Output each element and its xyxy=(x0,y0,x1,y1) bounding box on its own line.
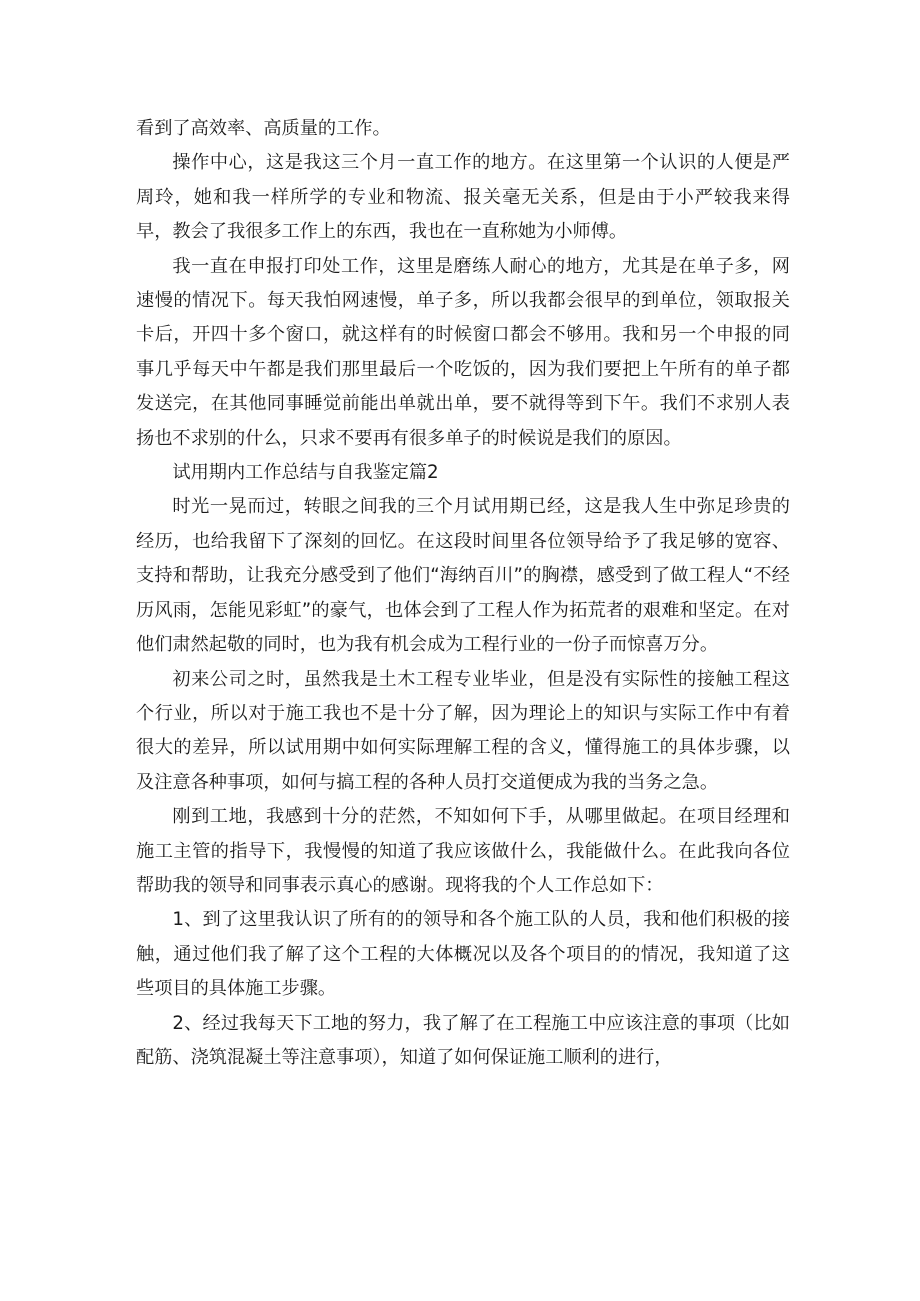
paragraph-probation-review: 时光一晃而过，转眼之间我的三个月试用期已经，这是我人生中弥足珍贵的经历，也给我留下了深刻的回忆。在这段时间里各位领导给予了我足够的宽容、支持和帮助，让我充分感受到了他们“海纳百川”的胸襟，感受到了做工程人“不经历风雨，怎能见彩虹”的豪气，也体会到了工程人作为拓荒者的艰难和坚定。在对他们肃然起敬的同时，也为我有机会成为工程行业的一份子而惊喜万分。 xyxy=(136,496,790,656)
list-item-1: 1、到了这里我认识了所有的的领导和各个施工队的人员，我和他们积极的接触，通过他们我了解了这个工程的大体概况以及各个项目的的情况，我知道了这些项目的具体施工步骤。 xyxy=(136,909,790,1000)
paragraph-declaration-work: 我一直在申报打印处工作，这里是磨练人耐心的地方，尤其是在单子多，网速慢的情况下。每天我怕网速慢，单子多，所以我都会很早的到单位，领取报关卡后，开四十多个窗口，就这样有的时候窗口都会不够用。我和另一个申报的同事几乎每天中午都是我们那里最后一个吃饭的，因为我们要把上午所有的单子都发送完，在其他同事睡觉前能出单就出单，要不就得等到下午。我们不求别人表扬也不求别的什么，只求不要再有很多单子的时候说是我们的原因。 xyxy=(136,255,790,449)
paragraph-arriving-site: 刚到工地，我感到十分的茫然，不知如何下手，从哪里做起。在项目经理和施工主管的指导下，我慢慢的知道了我应该做什么，我能做什么。在此我向各位帮助我的领导和同事表示真心的感谢。现将我的个人工作总如下： xyxy=(136,806,790,896)
paragraph-operation-center: 操作中心，这是我这三个月一直工作的地方。在这里第一个认识的人便是严周玲，她和我一样所学的专业和物流、报关毫无关系，但是由于小严较我来得早，教会了我很多工作上的东西，我也在一直称她为小师傅。 xyxy=(136,152,790,243)
section-heading: 试用期内工作总结与自我鉴定篇2 xyxy=(172,462,439,484)
paragraph-continuation: 看到了高效率、高质量的工作。 xyxy=(136,118,391,139)
document-body xyxy=(136,112,790,1075)
paragraph-joining-company: 初来公司之时，虽然我是土木工程专业毕业，但是没有实际性的接触工程这个行业，所以对于施工我也不是十分了解，因为理论上的知识与实际工作中有着很大的差异，所以试用期中如何实际理解工程的含义，懂得施工的具体步骤，以及注意各种事项，如何与搞工程的各种人员打交道便成为我的当务之急。 xyxy=(136,668,790,793)
list-item-2: 2、经过我每天下工地的努力，我了解了在工程施工中应该注意的事项（比如配筋、浇筑混凝土等注意事项），知道了如何保证施工顺利的进行， xyxy=(136,1012,790,1068)
